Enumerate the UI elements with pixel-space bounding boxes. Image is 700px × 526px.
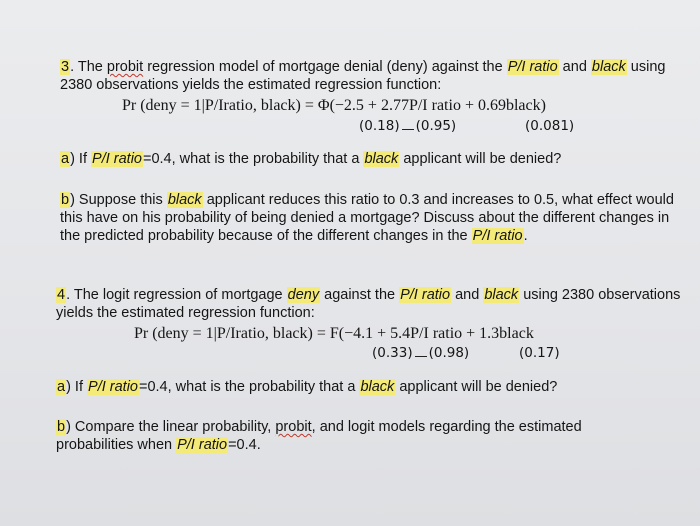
q3-part-b-line-2: this have on his probability of being denied a mortgage? Discuss about the different changes in — [60, 210, 670, 226]
q3-se-3: (0.081) — [525, 118, 575, 134]
q4-b-label: b — [57, 419, 66, 435]
q3-b-line-3-text: the predicted probability because of the different changes in the — [60, 228, 472, 244]
q3-b-text-1: ) Suppose this — [70, 192, 167, 208]
q3-b-line-3-end: . — [523, 228, 528, 244]
q4-se-1: (0.33) — [372, 345, 413, 361]
q4-a-pi: P/I ratio — [88, 379, 138, 395]
q3-equation: Pr (deny = 1|P/Iratio, black) = Φ(−2.5 + 2.77P/I ratio + 0.69black) — [122, 97, 546, 114]
q4-b-line-2-text: probabilities when — [56, 437, 177, 453]
q3-se-1: (0.18) — [359, 118, 400, 134]
q4-part-b-line-2 — [56, 436, 261, 454]
q3-part-b-line-1 — [60, 191, 674, 209]
q4-b-line-2-end: =0.4. — [228, 437, 261, 453]
q3-a-text-2: =0.4, what is the probability that a — [143, 151, 364, 167]
q4-a-text-2: =0.4, what is the probability that a — [139, 379, 360, 395]
q4-deny: deny — [287, 287, 320, 303]
q4-intro-text-2: against the — [320, 287, 400, 303]
q3-and: and — [558, 59, 591, 75]
q3-pi-ratio: P/I ratio — [507, 59, 558, 75]
q3-intro-line — [60, 58, 665, 76]
q3-probit-word: probit — [106, 59, 144, 75]
q3-a-pi: P/I ratio — [92, 151, 142, 167]
q3-intro-line-2: 2380 observations yields the estimated regression function: — [60, 77, 442, 93]
q4-black: black — [484, 287, 519, 303]
q3-a-text-3: applicant will be denied? — [399, 151, 562, 167]
q4-part-a — [56, 378, 557, 396]
q4-probit-word: probit — [275, 419, 312, 435]
q3-a-black: black — [364, 151, 399, 167]
q3-b-text-2: applicant reduces this ratio to 0.3 and increases to 0.5, what effect would — [202, 192, 674, 208]
q3-a-text-1: ) If — [70, 151, 92, 167]
q3-intro-text: . The — [70, 59, 107, 75]
q4-number: 4 — [57, 287, 66, 303]
q3-using: using — [626, 59, 666, 75]
q4-se-2: (0.98) — [428, 345, 470, 361]
q4-se-underline — [415, 346, 427, 357]
q4-a-text-1: ) If — [66, 379, 88, 395]
q4-a-black: black — [360, 379, 395, 395]
q4-a-label: a — [57, 379, 66, 395]
q4-se-3: (0.17) — [519, 345, 560, 361]
q3-b-label: b — [61, 192, 70, 208]
q4-intro-text-3: using 2380 observations — [519, 287, 681, 303]
q4-standard-errors — [372, 344, 469, 362]
q3-b-black: black — [167, 192, 202, 208]
q3-se-2: (0.95) — [415, 118, 457, 134]
q4-intro-text: . The logit regression of mortgage — [66, 287, 287, 303]
q3-part-a — [60, 150, 561, 168]
q4-and: and — [451, 287, 484, 303]
q3-a-label: a — [61, 151, 70, 167]
q4-intro-line-2: yields the estimated regression function: — [56, 305, 315, 321]
q3-black: black — [591, 59, 626, 75]
q3-intro-text-2: regression model of mortgage denial (deny) against the — [143, 59, 507, 75]
q3-number: 3 — [61, 59, 70, 75]
q3-standard-errors — [359, 117, 456, 135]
q3-se-underline — [402, 119, 414, 130]
q4-b-text-2: , and logit models regarding the estimated — [311, 419, 582, 435]
q4-equation: Pr (deny = 1|P/Iratio, black) = F(−4.1 + 5.4P/I ratio + 1.3black — [134, 325, 534, 342]
q3-b-pi: P/I ratio — [472, 228, 523, 244]
q4-pi-ratio: P/I ratio — [400, 287, 451, 303]
q4-part-b-line-1 — [56, 418, 582, 436]
q4-b-text-1: ) Compare the linear probability, — [66, 419, 276, 435]
q4-a-text-3: applicant will be denied? — [395, 379, 558, 395]
q3-part-b-line-3 — [60, 227, 528, 245]
q4-intro-line — [56, 286, 680, 304]
q4-b-pi: P/I ratio — [177, 437, 228, 453]
